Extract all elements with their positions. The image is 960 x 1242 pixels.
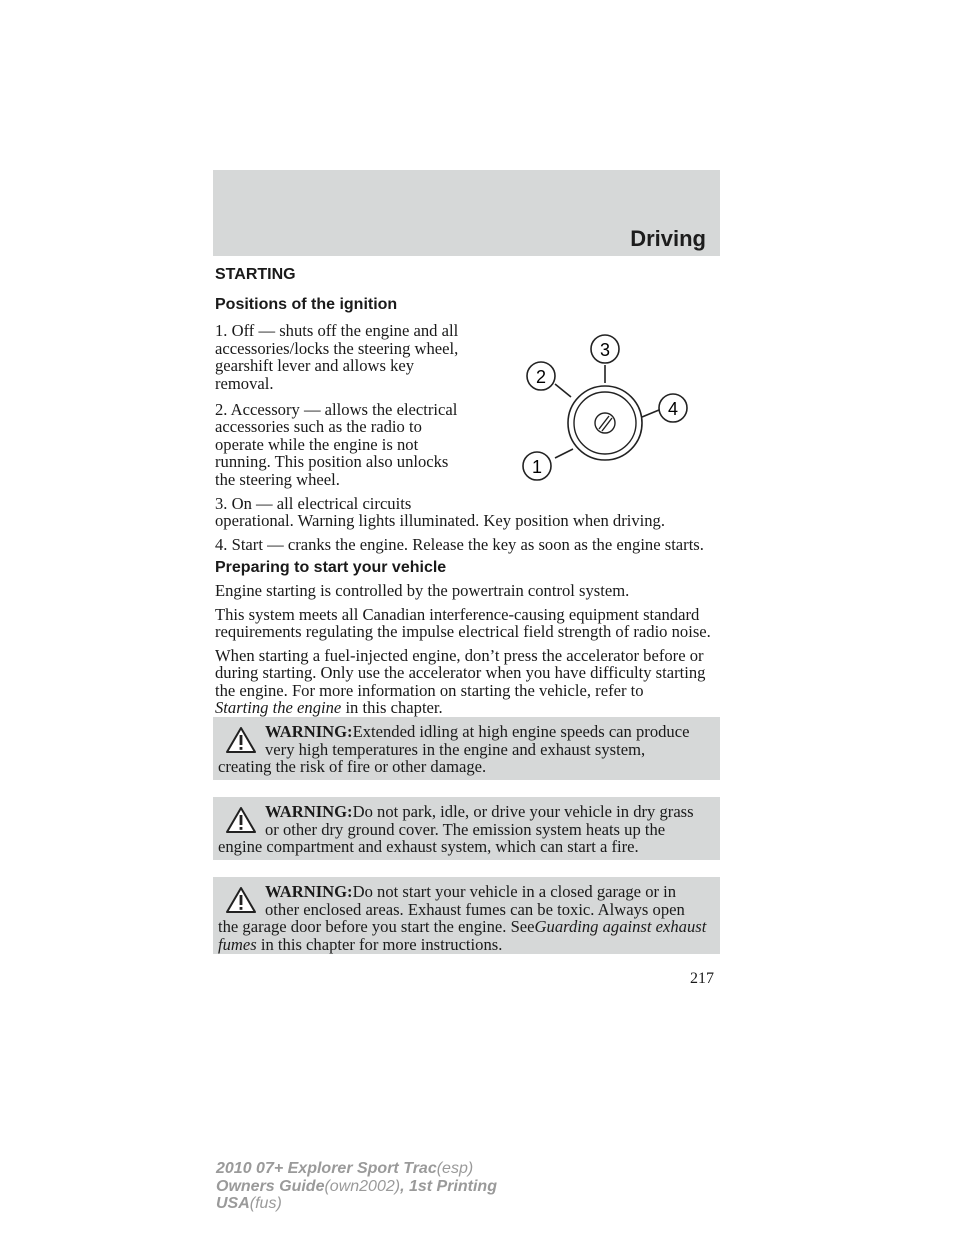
ignition-outer-ring: [568, 386, 642, 460]
ignition-item-4: 4. Start — cranks the engine. Release the key as soon as the engine starts.: [215, 534, 704, 554]
ignition-pointer-1: [555, 449, 573, 458]
reference-exhaust-fumes: Guarding against exhaust fumes: [218, 917, 707, 954]
warning-triangle-icon: [225, 886, 257, 914]
position-label-4: 4: [667, 399, 679, 419]
ignition-positions-diagram: [505, 330, 705, 490]
warning-text-rest: creating the risk of fire or other damage.: [218, 757, 487, 777]
ignition-item-3: 3. On — all electrical circuits operational. Warning lights illuminated. Key position when driving.: [215, 493, 666, 531]
warning-text-rest: engine compartment and exhaust system, which can start a fire.: [218, 837, 639, 857]
warning-box-closed-garage: WARNING:Do not start your vehicle in a closed garage or in other enclosed areas. Exhaust fumes can be toxic. Always open the garage door before you start the engine. SeeGuarding against exhaust fumes in this chapter for more instructions.: [213, 877, 720, 954]
ignition-item-2: 2. Accessory — allows the electrical accessories such as the radio to operate while the engine is not running. This position also unlocks the steering wheel.: [215, 399, 458, 489]
warning-label: WARNING:: [265, 802, 353, 821]
warning-box-idling: WARNING:Extended idling at high engine speeds can produce very high temperatures in the engine and exhaust system, creating the risk of fire or other damage.: [213, 717, 720, 780]
position-label-1: 1: [531, 457, 543, 477]
position-label-3: 3: [599, 340, 611, 360]
ignition-item-1: 1. Off — shuts off the engine and all accessories/locks the steering wheel, gearshift lever and allows key removal.: [215, 321, 459, 393]
paragraph-canadian-standard: This system meets all Canadian interference-causing equipment standard requirements regulating the impulse electrical field strength of radio noise.: [215, 604, 711, 642]
reference-starting-engine: Starting the engine: [215, 698, 342, 718]
page-number: 217: [690, 970, 714, 987]
warning-triangle-icon: [225, 806, 257, 834]
ignition-inner-ring: [574, 392, 636, 454]
ignition-pointer-4: [642, 410, 659, 417]
page-heading: STARTING: [215, 266, 296, 283]
paragraph-control-system: Engine starting is controlled by the powertrain control system.: [215, 580, 630, 600]
subheading-ignition: Positions of the ignition: [215, 295, 398, 313]
ignition-pointer-2: [555, 384, 571, 397]
warning-box-dry-grass: WARNING:Do not park, idle, or drive your vehicle in dry grass or other dry ground cover. The emission system heats up the engine compartment and exhaust system, which can start a fire.: [213, 797, 720, 860]
subheading-preparing: Preparing to start your vehicle: [215, 559, 447, 577]
warning-label: WARNING:: [265, 722, 353, 741]
section-title: Driving: [630, 226, 706, 251]
ignition-key-slot-circle: [595, 413, 615, 433]
print-footer: 2010 07+ Explorer Sport Trac(esp) Owners Guide(own2002), 1st Printing USA(fus): [216, 1160, 497, 1212]
section-header: [213, 170, 720, 256]
warning-label: WARNING:: [265, 882, 353, 901]
warning-triangle-icon: [225, 726, 257, 754]
paragraph-fuel-injected: When starting a fuel-injected engine, don’t press the accelerator before or during starting. Only use the accelerator when you have difficulty starting the engine. For more information on starting the vehicle, refer to Starting the engine in this chapter.: [215, 645, 706, 718]
ignition-key-slot-line-b: [602, 418, 612, 431]
ignition-key-slot-line-a: [599, 416, 609, 429]
position-label-2: 2: [535, 367, 547, 387]
